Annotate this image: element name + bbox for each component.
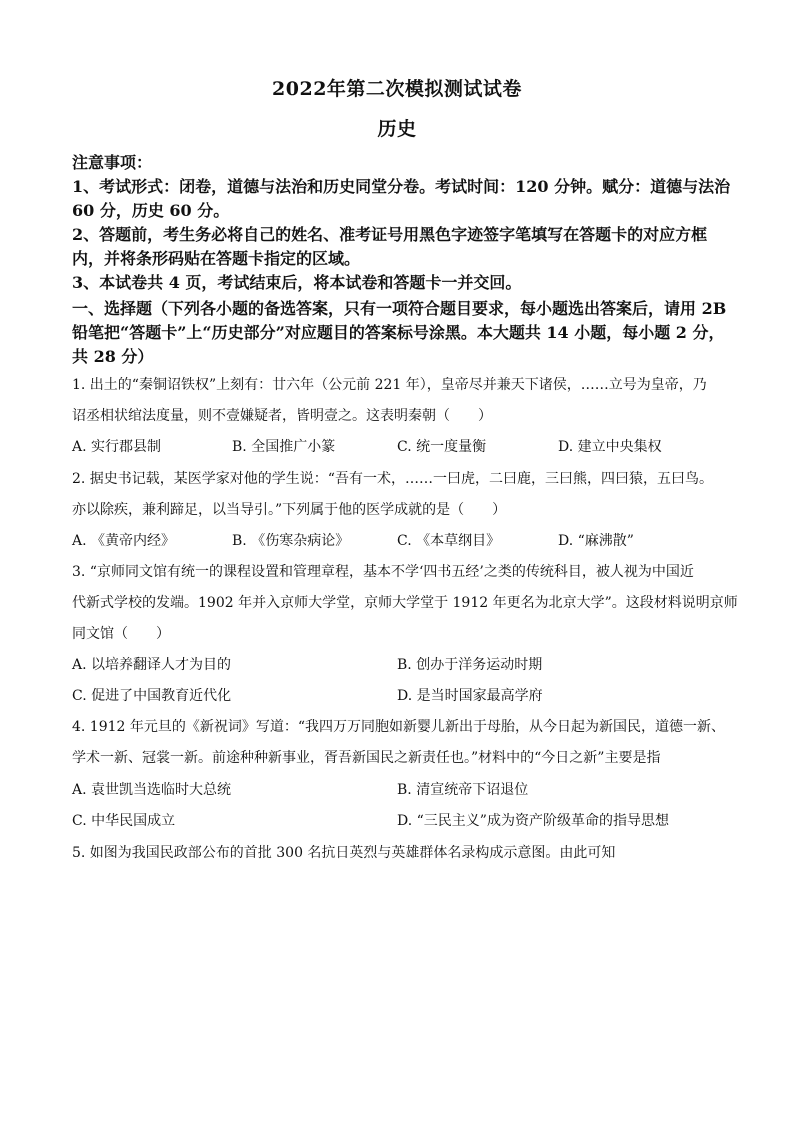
question-2-option-d: D. “麻沸散” [558, 533, 634, 549]
question-4-option-d: D. “三民主义”成为资产阶级革命的指导思想 [397, 813, 669, 829]
question-1-option-c: C. 统一度量衡 [397, 439, 487, 455]
subject-title: 历史 [377, 118, 417, 140]
section-heading: 共 28 分） [72, 347, 154, 366]
notes-line: 1、考试形式：闭卷，道德与法治和历史同堂分卷。考试时间：120 分钟。赋分：道德与法治 [72, 177, 731, 196]
question-2-stem: 2. 据史书记载，某医学家对他的学生说：“吾有一术，……一曰虎，二曰鹿，三曰熊，四曰猿，五曰鸟。 [72, 471, 713, 487]
notes-line: 内，并将条形码贴在答题卡指定的区域。 [72, 249, 361, 268]
question-2-stem: 亦以除疾，兼利蹄足，以当导引。”下列属于他的医学成就的是（ ） [72, 502, 507, 518]
notes-heading: 注意事项： [72, 153, 153, 172]
question-4-option-b: B. 清宣统帝下诏退位 [397, 782, 529, 798]
question-2-option-b: B. 《伤寒杂病论》 [232, 533, 350, 549]
notes-line: 60 分，历史 60 分。 [72, 201, 230, 220]
question-3-stem: 3. “京师同文馆有统一的课程设置和管理章程，基本不学‘四书五经’之类的传统科目，被人视为中国近 [72, 564, 694, 580]
question-4-stem: 学术一新、冠裳一新。前途种种新事业，胥吾新国民之新责任也。”材料中的“今日之新”主要是指 [72, 750, 661, 766]
notes-line: 2、答题前，考生务必将自己的姓名、准考证号用黑色字迹签字笔填写在答题卡的对应方框 [72, 225, 708, 244]
question-1-option-a: A. 实行郡县制 [72, 439, 162, 455]
question-3-stem: 同文馆（ ） [72, 626, 170, 642]
question-1-option-b: B. 全国推广小篆 [232, 439, 336, 455]
question-3-option-a: A. 以培养翻译人才为目的 [72, 657, 232, 673]
question-5-stem: 5. 如图为我国民政部公布的首批 300 名抗日英烈与英雄群体名录构成示意图。由此可知 [72, 845, 616, 861]
notes-line: 3、本试卷共 4 页，考试结束后，将本试卷和答题卡一并交回。 [72, 273, 522, 292]
question-3-option-b: B. 创办于洋务运动时期 [397, 657, 543, 673]
question-3-stem: 代新式学校的发端。1902 年并入京师大学堂，京师大学堂于 1912 年更名为北京大学”。这段材料说明京师 [72, 595, 738, 611]
question-4-option-a: A. 袁世凯当选临时大总统 [72, 782, 232, 798]
question-2-option-a: A. 《黄帝内经》 [72, 533, 176, 549]
question-4-stem: 4. 1912 年元旦的《新祝词》写道：“我四万万同胞如新婴儿新出于母胎，从今日起为新国民，道德一新、 [72, 719, 726, 735]
question-4-option-c: C. 中华民国成立 [72, 813, 176, 829]
question-2-option-c: C. 《本草纲目》 [397, 533, 501, 549]
question-1-option-d: D. 建立中央集权 [558, 439, 662, 455]
question-1-stem: 1. 出土的“秦铜诏铁权”上刻有：廿六年（公元前 221 年），皇帝尽并兼天下诸侯，……立号为皇帝，乃 [72, 377, 707, 393]
question-3-option-d: D. 是当时国家最高学府 [397, 688, 543, 704]
exam-title: 2022年第二次模拟测试试卷 [272, 78, 522, 100]
section-heading: 铅笔把“答题卡”上“历史部分”对应题目的答案标号涂黑。本大题共 14 小题，每小题 2 分， [72, 323, 725, 342]
question-1-stem: 诏丞相状绾法度量，则不壹嫌疑者，皆明壹之。这表明秦朝（ ） [72, 408, 492, 424]
question-3-option-c: C. 促进了中国教育近代化 [72, 688, 232, 704]
section-heading: 一、选择题（下列各小题的备选答案，只有一项符合题目要求，每小题选出答案后，请用 2B [72, 299, 727, 318]
